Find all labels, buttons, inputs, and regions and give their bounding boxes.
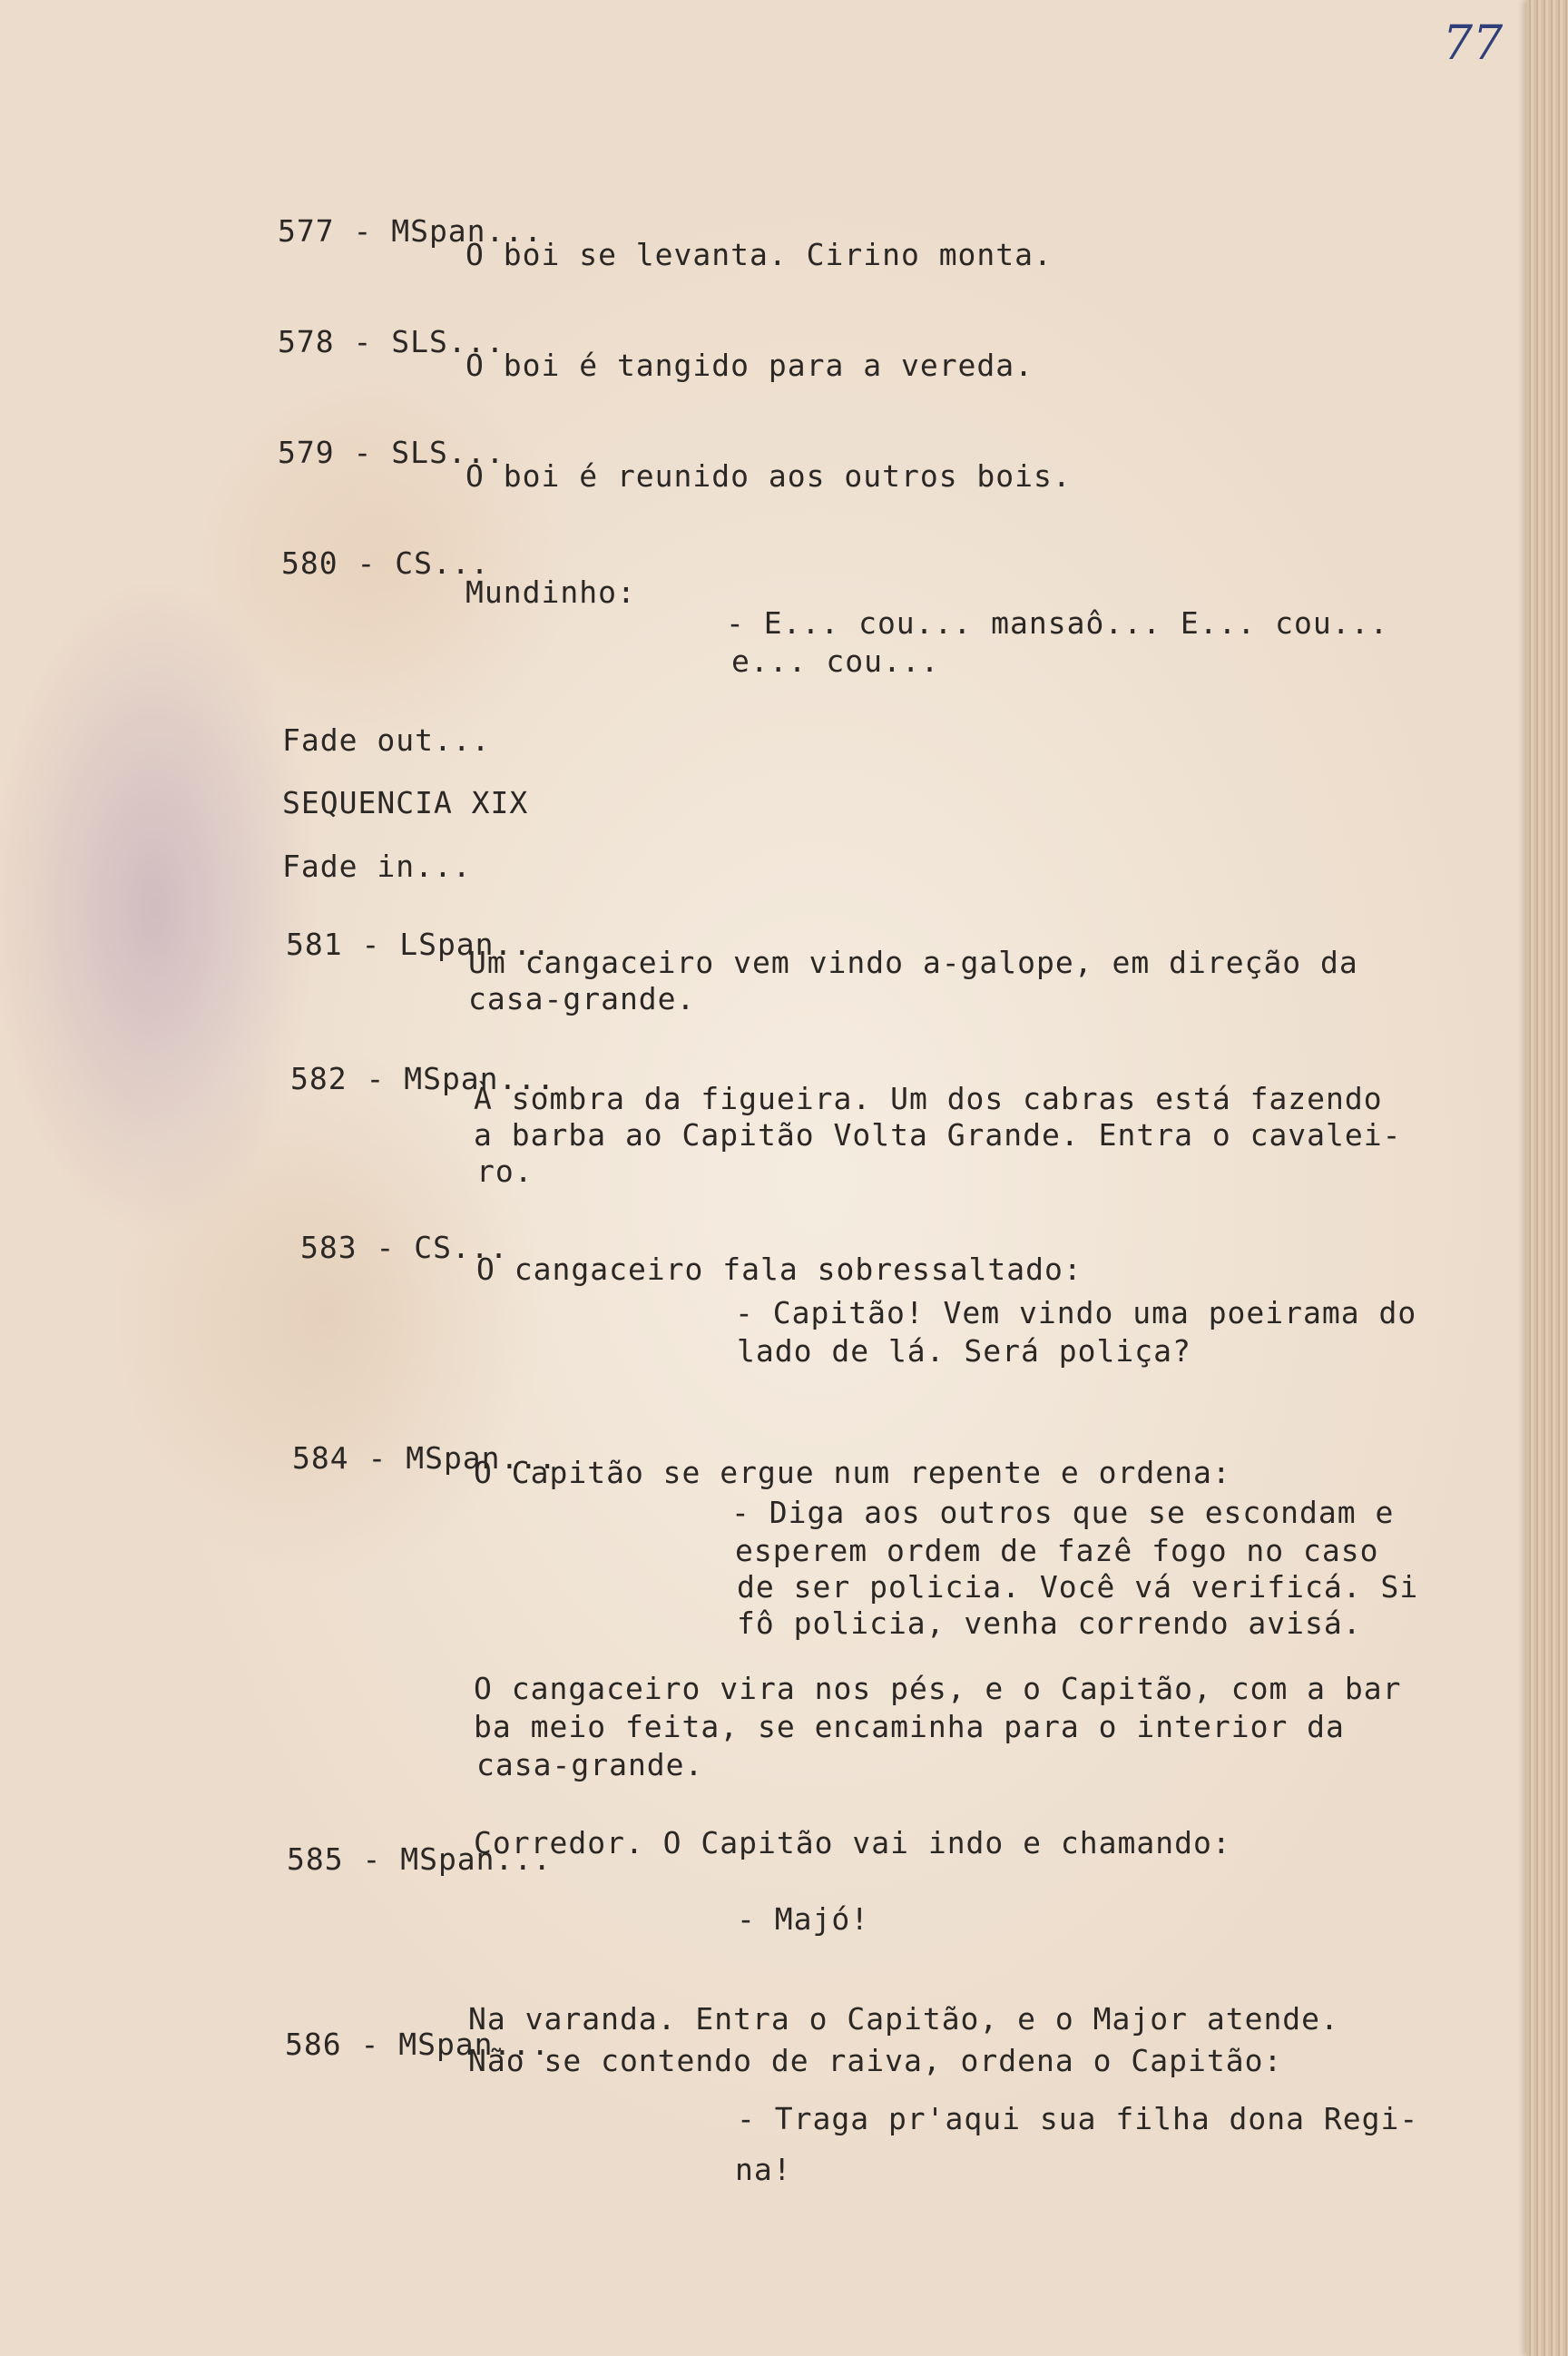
shot-584-header: 584 - MSpan...	[292, 1440, 558, 1476]
shot-578-header: 578 - SLS...	[278, 324, 505, 359]
shot-579-header: 579 - SLS...	[278, 435, 505, 470]
shot-581-text-2: casa-grande.	[468, 981, 696, 1016]
shot-582-header: 582 - MSpan...	[290, 1061, 556, 1096]
shot-581-header: 581 - LSpan...	[286, 927, 552, 962]
shot-584-text: O Capitão se ergue num repente e ordena:	[474, 1455, 1231, 1490]
shot-581-text-1: Um cangaceiro vem vindo a-galope, em direção da	[468, 945, 1358, 980]
shot-584-action-2: ba meio feita, se encaminha para o interior da	[474, 1709, 1345, 1744]
shot-585-header: 585 - MSpan...	[287, 1841, 553, 1877]
shot-584-dialogue-3: de ser policia. Você vá verificá. Si	[737, 1569, 1419, 1605]
page-number: 77	[1443, 16, 1504, 71]
shot-580-dialogue-2: e... cou...	[731, 643, 940, 679]
shot-583-dialogue-1: - Capitão! Vem vindo uma poeirama do	[735, 1295, 1417, 1330]
shot-580-header: 580 - CS...	[281, 545, 490, 581]
shot-583-header: 583 - CS...	[300, 1230, 509, 1265]
shot-584-dialogue-4: fô policia, venha correndo avisá.	[737, 1605, 1362, 1641]
shot-577-text: O boi se levanta. Cirino monta.	[466, 237, 1053, 272]
shot-585-text: Corredor. O Capitão vai indo e chamando:	[474, 1825, 1231, 1860]
shot-582-text-1: À sombra da figueira. Um dos cabras está fazendo	[474, 1081, 1383, 1116]
shot-586-dialogue-2: na!	[735, 2152, 792, 2187]
fade-in: Fade in...	[282, 849, 472, 884]
shot-579-text: O boi é reunido aos outros bois.	[466, 458, 1072, 494]
shot-582-text-3: ro.	[476, 1153, 534, 1189]
fade-out: Fade out...	[282, 722, 491, 758]
shot-584-action-1: O cangaceiro vira nos pés, e o Capitão, com a bar	[474, 1671, 1402, 1706]
shot-586-dialogue-1: - Traga pr'aqui sua filha dona Regi-	[737, 2101, 1419, 2136]
shot-586-text-1: Na varanda. Entra o Capitão, e o Major atende.	[468, 2001, 1339, 2037]
shot-584-action-3: casa-grande.	[476, 1747, 704, 1782]
shot-580-speaker: Mundinho:	[466, 574, 636, 610]
shot-578-text: O boi é tangido para a vereda.	[466, 348, 1034, 383]
shot-584-dialogue-1: - Diga aos outros que se escondam e	[731, 1495, 1395, 1530]
shot-583-dialogue-2: lado de lá. Será poliça?	[737, 1333, 1191, 1369]
shot-582-text-2: a barba ao Capitão Volta Grande. Entra o cavalei-	[474, 1117, 1402, 1153]
shot-583-text: O cangaceiro fala sobressaltado:	[476, 1252, 1083, 1287]
sequence-heading: SEQUENCIA XIX	[282, 785, 529, 820]
shot-585-dialogue: - Majó!	[737, 1901, 870, 1937]
page-edge	[1526, 0, 1568, 2356]
shot-586-text-2: Não se contendo de raiva, ordena o Capitão:	[468, 2043, 1283, 2078]
shot-586-header: 586 - MSpan...	[285, 2027, 551, 2062]
shot-580-dialogue-1: - E... cou... mansaô... E... cou...	[726, 605, 1389, 641]
shot-577-header: 577 - MSpan...	[278, 213, 544, 249]
shot-584-dialogue-2: esperem ordem de fazê fogo no caso	[735, 1533, 1379, 1568]
